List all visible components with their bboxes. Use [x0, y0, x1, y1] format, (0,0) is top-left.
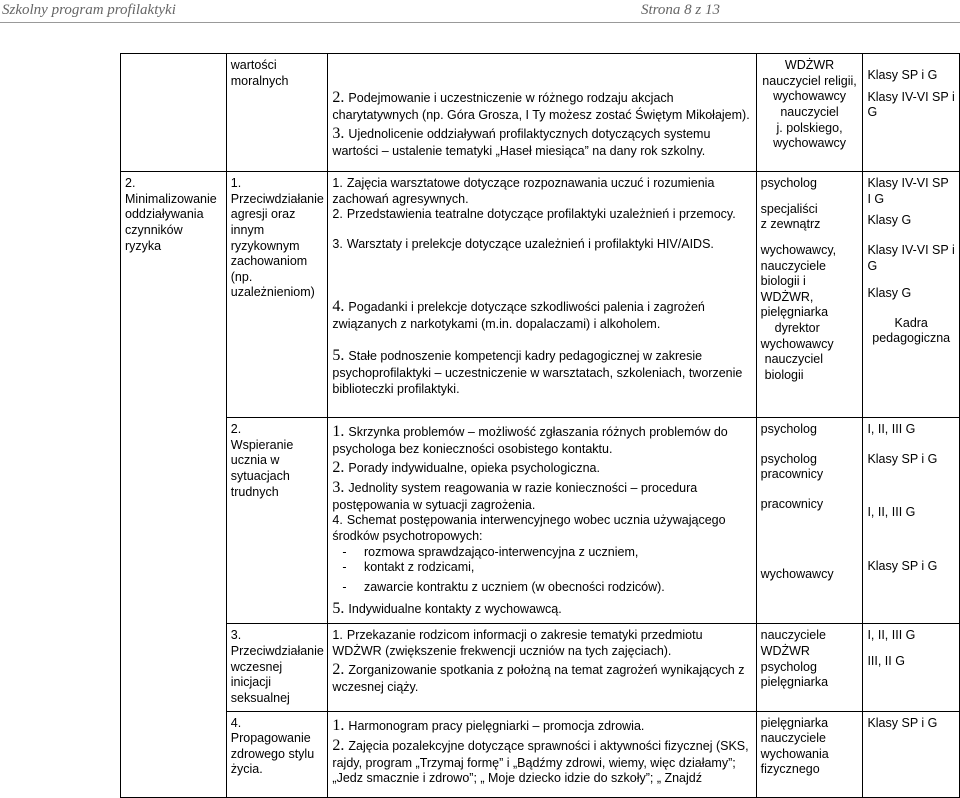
responsible-cell — [756, 418, 863, 624]
task-text: Zajęcia pozalekcyjne dotyczące sprawności i aktywności fizycznej (SKS, rajdy, program „Trzymaj formę” i „Bądźmy zdrowi, wiemy, więc działamy”; „Jedz smacznie i zdrowo”; „ Moje dziecko idzie do szkoły”; „ Znajdź — [332, 738, 749, 786]
page-number: Strona 8 z 13 — [640, 2, 720, 18]
task-text: Stałe podnoszenie kompetencji kadry pedagogicznej w zakresie psychoprofilaktyki – uczestniczenie w warsztatach, szkoleniach, tworzenie biblioteczki profilaktyki. — [332, 349, 743, 396]
table-row — [121, 172, 960, 418]
responsible-text: wychowania — [760, 746, 829, 761]
task-item — [332, 599, 751, 619]
responsible-text: dyrektor — [774, 321, 820, 335]
table-row — [121, 54, 960, 172]
target-cell — [863, 624, 960, 711]
responsible-text: pracownicy — [760, 467, 824, 482]
sub-item: - kontakt z rodzicami, — [342, 560, 475, 575]
task-item — [332, 207, 751, 223]
task-item — [332, 478, 751, 514]
task-number: 1. — [332, 716, 345, 734]
task-number: 2. — [332, 207, 343, 222]
responsible-text: psycholog — [760, 659, 817, 674]
target-cell — [863, 172, 960, 418]
target-text: Klasy SP i G — [867, 558, 938, 573]
target-text: Klasy G — [867, 286, 912, 301]
task-number: 2. — [332, 89, 345, 106]
goal-number: 4. — [230, 715, 242, 730]
target-cell — [863, 418, 960, 624]
responsible-text: pielęgniarka — [760, 675, 829, 690]
task-text: Jednolity system reagowania w razie konieczności – procedura postępowania w sytuacji zagrożenia. — [332, 480, 698, 512]
task-number: 3. — [332, 236, 343, 251]
responsible-text: nauczyciel religii, — [762, 73, 857, 88]
task-text: Zorganizowanie spotkania z położną na temat zagrożeń wynikających z wczesnej ciąży. — [332, 662, 745, 694]
task-text: Harmonogram pracy pielęgniarki – promocja zdrowia. — [348, 718, 645, 733]
goal-number: 2. — [230, 422, 242, 436]
task-item — [332, 458, 751, 478]
target-text: Klasy IV-VI SP i G — [867, 89, 955, 120]
area-number: 2. — [125, 176, 136, 190]
task-item — [332, 422, 751, 458]
responsible-text: psycholog — [760, 422, 817, 436]
area-cell — [121, 172, 227, 798]
target-text: Klasy IV-VI SP I G — [867, 176, 949, 206]
document-title: Szkolny program profilaktyki — [2, 2, 176, 18]
sub-item-text: rozmowa sprawdzająco-interwencyjna z uczniem, — [363, 544, 639, 559]
target-text: Klasy G — [867, 213, 912, 228]
task-item — [332, 176, 751, 207]
responsible-text: WDŻWR — [784, 58, 835, 72]
goal-text: moralnych — [230, 73, 289, 88]
task-item — [332, 124, 751, 160]
responsible-text: wychowawcy — [760, 566, 834, 581]
responsible-text: nauczyciele — [760, 731, 826, 746]
task-item — [332, 346, 751, 397]
sub-item-text: zawarcie kontraktu z uczniem (w obecności rodziców). — [363, 579, 665, 594]
responsible-text: psycholog — [760, 451, 817, 466]
responsible-text: biologii i WDŻWR, — [760, 274, 814, 304]
task-number: 1. — [332, 176, 343, 190]
responsible-text: pielęgniarka — [760, 305, 829, 320]
task-number: 5. — [332, 600, 345, 618]
task-item — [332, 716, 751, 736]
task-number: 2. — [332, 736, 345, 754]
responsible-text: WDŻWR — [760, 644, 810, 658]
sub-item: - rozmowa sprawdzająco-interwencyjna z uczniem, — [342, 544, 639, 559]
responsible-text: pracownicy — [760, 496, 824, 511]
goal-text: wartości — [230, 58, 277, 72]
task-item — [332, 660, 751, 696]
goal-cell — [226, 711, 328, 797]
target-text: Kadra pedagogiczna — [872, 315, 951, 346]
responsible-text: wychowawcy — [760, 336, 834, 351]
target-text: I, II, III G — [867, 628, 916, 643]
task-item — [332, 736, 751, 787]
task-text: Przekazanie rodzicom informacji o zakresie tematyki przedmiotu WDŻWR (zwiększenie frekwencji uczniów na tych zajęciach). — [332, 628, 703, 658]
target-text: Klasy SP i G — [867, 715, 938, 730]
task-number: 3. — [332, 478, 345, 496]
table-row — [121, 418, 960, 624]
sub-item: - zawarcie kontraktu z uczniem (w obecności rodziców). — [342, 579, 665, 594]
task-number: 3. — [332, 124, 345, 142]
responsible-cell — [756, 711, 863, 797]
task-text: Warsztaty i prelekcje dotyczące uzależnień i profilaktyki HIV/AIDS. — [346, 236, 714, 251]
program-table — [120, 53, 960, 798]
responsible-text: fizycznego — [760, 762, 820, 777]
responsible-text: wychowawcy — [773, 89, 846, 104]
responsible-text: nauczyciele — [760, 628, 826, 643]
responsible-text: nauczyciel biologii — [764, 352, 824, 382]
goal-text: Propagowanie zdrowego stylu życia. — [230, 731, 315, 777]
goal-cell — [226, 624, 328, 711]
task-number: 4. — [332, 513, 343, 528]
target-text: Klasy IV-VI SP i G — [867, 242, 955, 273]
goal-cell — [226, 418, 328, 624]
task-text: Indywidualne kontakty z wychowawcą. — [348, 602, 562, 617]
target-cell — [863, 711, 960, 797]
area-title: Minimalizowanie oddziaływania czynników ryzyka — [125, 191, 217, 253]
goal-cell — [226, 172, 328, 418]
responsible-text: z zewnątrz — [760, 217, 821, 232]
task-text: Schemat postępowania interwencyjnego wobec ucznia używającego środków psychotropowych: — [332, 513, 726, 543]
task-number: 4. — [332, 297, 345, 315]
target-text: Klasy SP i G — [867, 451, 938, 466]
tasks-cell — [328, 418, 756, 624]
responsible-text: pielęgniarka — [760, 715, 829, 730]
responsible-text: nauczyciele — [760, 258, 826, 273]
responsible-text: wychowawcy, — [760, 242, 837, 257]
goal-cell — [226, 54, 328, 172]
tasks-cell — [328, 172, 756, 418]
task-text: Ujednolicenie oddziaływań profilaktycznych dotyczących systemu wartości – ustalenie tematyki „Haseł miesiąca” na dany rok szkolny. — [332, 126, 711, 158]
task-number: 1. — [332, 628, 343, 643]
task-number: 2. — [332, 660, 345, 678]
area-cell — [121, 54, 227, 172]
goal-text: Przeciwdziałanie wczesnej inicjacji seksualnej — [230, 644, 324, 705]
task-item — [332, 297, 751, 333]
responsible-cell — [756, 54, 863, 172]
responsible-text: specjaliści — [760, 201, 818, 216]
responsible-text: wychowawcy — [773, 136, 846, 151]
task-item — [332, 513, 751, 544]
task-text: Podejmowanie i uczestniczenie w różnego rodzaju akcjach charytatywnych (np. Góra Grosza, I Ty możesz zostać Świętym Mikołajem). — [332, 91, 750, 122]
task-text: Przedstawienia teatralne dotyczące profilaktyki uzależnień i przemocy. — [346, 207, 736, 222]
task-text: Porady indywidualne, opieka psychologiczna. — [348, 460, 600, 475]
responsible-text: nauczyciel — [780, 104, 839, 119]
target-text: III, II G — [867, 654, 905, 668]
page-header — [0, 0, 960, 23]
target-text: I, II, III G — [867, 505, 916, 520]
goal-text: Przeciwdziałanie agresji oraz innym ryzykownym zachowaniom (np. uzależnieniom) — [230, 191, 324, 300]
task-item — [332, 88, 751, 124]
goal-number: 3. — [230, 628, 242, 643]
responsible-text: psycholog — [760, 176, 817, 190]
goal-number: 1. — [230, 176, 242, 190]
task-number: 1. — [332, 423, 345, 440]
tasks-cell — [328, 54, 756, 172]
tasks-cell — [328, 624, 756, 711]
sub-item-text: kontakt z rodzicami, — [363, 560, 475, 575]
responsible-text: j. polskiego, — [776, 120, 843, 135]
table-row — [121, 711, 960, 797]
task-number: 2. — [332, 458, 345, 476]
target-cell — [863, 54, 960, 172]
responsible-cell — [756, 624, 863, 711]
responsible-cell — [756, 172, 863, 418]
table-row — [121, 624, 960, 711]
task-text: Zajęcia warsztatowe dotyczące rozpoznawania uczuć i rozumienia zachowań agresywnych. — [332, 176, 715, 206]
task-text: Skrzynka problemów – możliwość zgłaszania różnych problemów do psychologa bez konieczności osobistego kontaktu. — [332, 425, 728, 456]
target-text: I, II, III G — [867, 422, 916, 436]
task-number: 5. — [332, 347, 345, 365]
task-item — [332, 237, 751, 253]
task-text: Pogadanki i prelekcje dotyczące szkodliwości palenia i zagrożeń związanych z narkotykami (m.in. dopalaczami) i alkoholem. — [332, 299, 705, 331]
target-text: Klasy SP i G — [867, 68, 938, 82]
goal-text: Wspieranie ucznia w sytuacjach trudnych — [230, 437, 294, 499]
tasks-cell — [328, 711, 756, 797]
task-item — [332, 628, 751, 659]
